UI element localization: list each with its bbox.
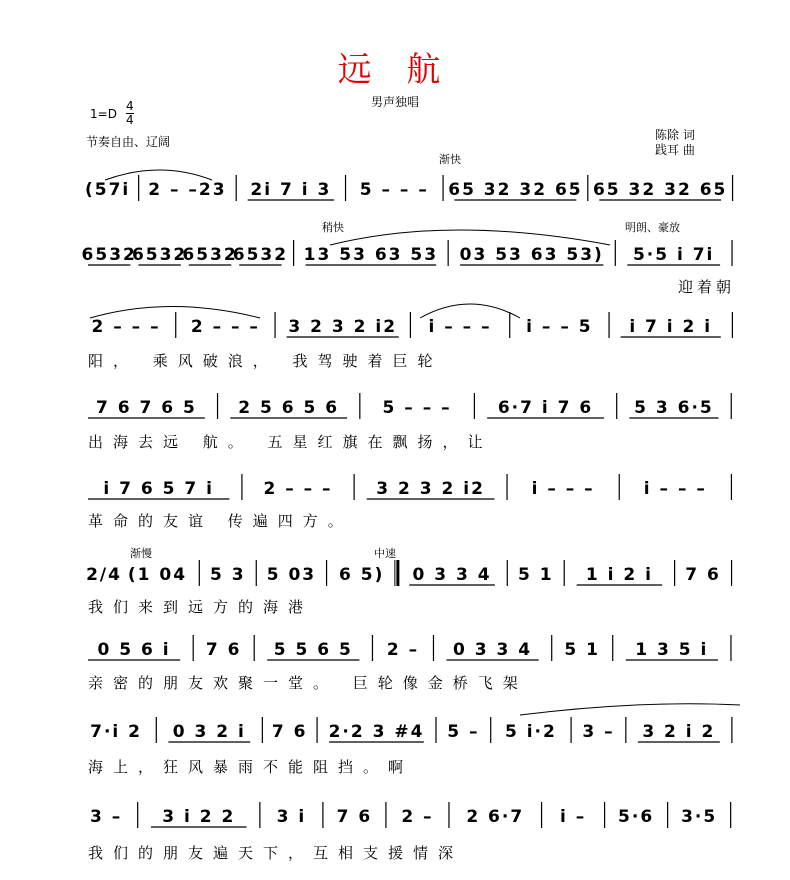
note-group: 5 3 6·5 — [634, 398, 714, 418]
note-group: (1 04 — [127, 565, 188, 585]
mark-minglang: 明朗、豪放 — [625, 221, 680, 234]
tempo-marking: 节奏自由、辽阔 — [86, 135, 171, 149]
note-group: 7 6 — [205, 640, 242, 660]
note-group: 0 3 3 4 — [453, 640, 533, 660]
note-group: 2 6·7 — [466, 807, 525, 827]
mark-jianman: 渐慢 — [130, 547, 152, 560]
note-group: i – – – — [428, 317, 492, 337]
note-group: 5 03 — [266, 565, 317, 585]
note-group: 7 6 — [685, 565, 721, 585]
note-group: 65 32 32 65 — [592, 180, 728, 200]
note-group: 5 – – – — [359, 180, 429, 200]
lyric-line: 我们来到远方的海港 — [88, 598, 314, 616]
note-group: 7 6 — [271, 722, 308, 742]
note-group: i – – 5 — [526, 317, 593, 337]
note-group: 3 – — [582, 722, 615, 742]
slur — [330, 230, 610, 245]
note-group: 5 – — [447, 722, 480, 742]
note-group: i 7 i 2 i — [629, 317, 713, 337]
note-group: 2 5 6 5 6 — [238, 398, 340, 418]
lyric-line: 迎着朝 — [678, 278, 736, 296]
note-group: 6532 — [131, 245, 188, 265]
mark-shaokuai: 稍快 — [322, 221, 344, 234]
mark-jiankuai: 渐快 — [439, 153, 461, 166]
note-group: i 7 6 5 7 i — [103, 479, 214, 499]
note-group: 5 5 6 5 — [273, 640, 353, 660]
note-group: i – – – — [643, 479, 707, 499]
note-group: 2i 7 i 3 — [250, 180, 332, 200]
note-group: 03 53 63 53) — [459, 245, 604, 265]
note-group: i – — [559, 807, 587, 827]
song-subtitle: 男声独唱 — [370, 95, 419, 109]
lyric-line: 革命的友谊 传遍四方。 — [88, 512, 353, 530]
note-group: 3·5 — [681, 807, 718, 827]
note-group: 0 5 6 i — [97, 640, 171, 660]
note-group: 1 i 2 i — [585, 565, 653, 585]
note-group: 5·6 — [618, 807, 655, 827]
key-signature: 1=D — [90, 107, 117, 121]
note-group: 5 i·2 — [504, 722, 557, 742]
time-sig-top: 4 — [126, 99, 134, 113]
slur — [420, 304, 520, 318]
time-sig-bottom: 4 — [126, 113, 134, 127]
song-title: 远 航 — [337, 50, 453, 90]
note-group: i – – – — [531, 479, 595, 499]
note-group: 6532 — [182, 245, 238, 265]
note-group: 2·2 3 #4 — [328, 722, 425, 742]
note-group: 2 – –23 — [148, 180, 227, 200]
note-group: 2/4 — [86, 565, 122, 585]
note-group: 7·i 2 — [90, 722, 143, 742]
note-group: 3 – — [90, 807, 123, 827]
lyric-line: 海上，狂风暴雨不能阻挡。啊 — [88, 758, 414, 776]
lyric-line: 我们的朋友遍天下，互相支援情深 — [88, 844, 464, 862]
note-group: 3 i — [276, 807, 307, 827]
note-group: 3 i 2 2 — [162, 807, 236, 827]
note-group: 7 6 7 6 5 — [95, 398, 197, 418]
note-group: 2 – – – — [91, 317, 161, 337]
note-group: 6532 — [232, 245, 289, 265]
note-group: 3 2 i 2 — [642, 722, 716, 742]
note-group: 1 3 5 i — [635, 640, 709, 660]
note-group: 3 2 3 2 i2 — [288, 317, 398, 337]
note-group: 6532 — [81, 245, 137, 265]
note-group: 2 – — [401, 807, 434, 827]
lyric-line: 阳， 乘风破浪， 我驾驶着巨轮 — [88, 352, 443, 370]
note-group: 5 1 — [564, 640, 601, 660]
lyric-line: 出海去远 航。 五星红旗在飘扬，让 — [88, 433, 493, 451]
note-group: 2 – – – — [190, 317, 260, 337]
note-group: 5 – – – — [382, 398, 452, 418]
note-group: 0 3 3 4 — [412, 565, 492, 585]
note-group: 7 6 — [336, 807, 373, 827]
lyric-line: 亲密的朋友欢聚一堂。 巨轮像金桥飞架 — [88, 674, 528, 692]
note-group: 3 2 3 2 i2 — [376, 479, 485, 499]
note-group: 2 – — [386, 640, 420, 660]
note-group: 2 – – – — [263, 479, 333, 499]
note-group: 0 3 2 i — [172, 722, 246, 742]
slur — [520, 704, 740, 715]
note-group: 5 3 — [209, 565, 246, 585]
note-group: 13 53 63 53 — [303, 245, 439, 265]
note-group: 65 32 32 65 — [448, 180, 583, 200]
note-group: (57i — [84, 180, 131, 200]
mark-zhongsu: 中速 — [374, 547, 396, 560]
note-group: 6 5) — [339, 565, 385, 585]
lyricist: 陈除 词 — [655, 128, 695, 142]
note-group: 5 1 — [517, 565, 554, 585]
slur — [105, 170, 212, 180]
note-group: 5·5 i 7i — [632, 245, 715, 265]
note-group: 6·7 i 7 6 — [497, 398, 594, 418]
composer: 践耳 曲 — [655, 143, 695, 157]
